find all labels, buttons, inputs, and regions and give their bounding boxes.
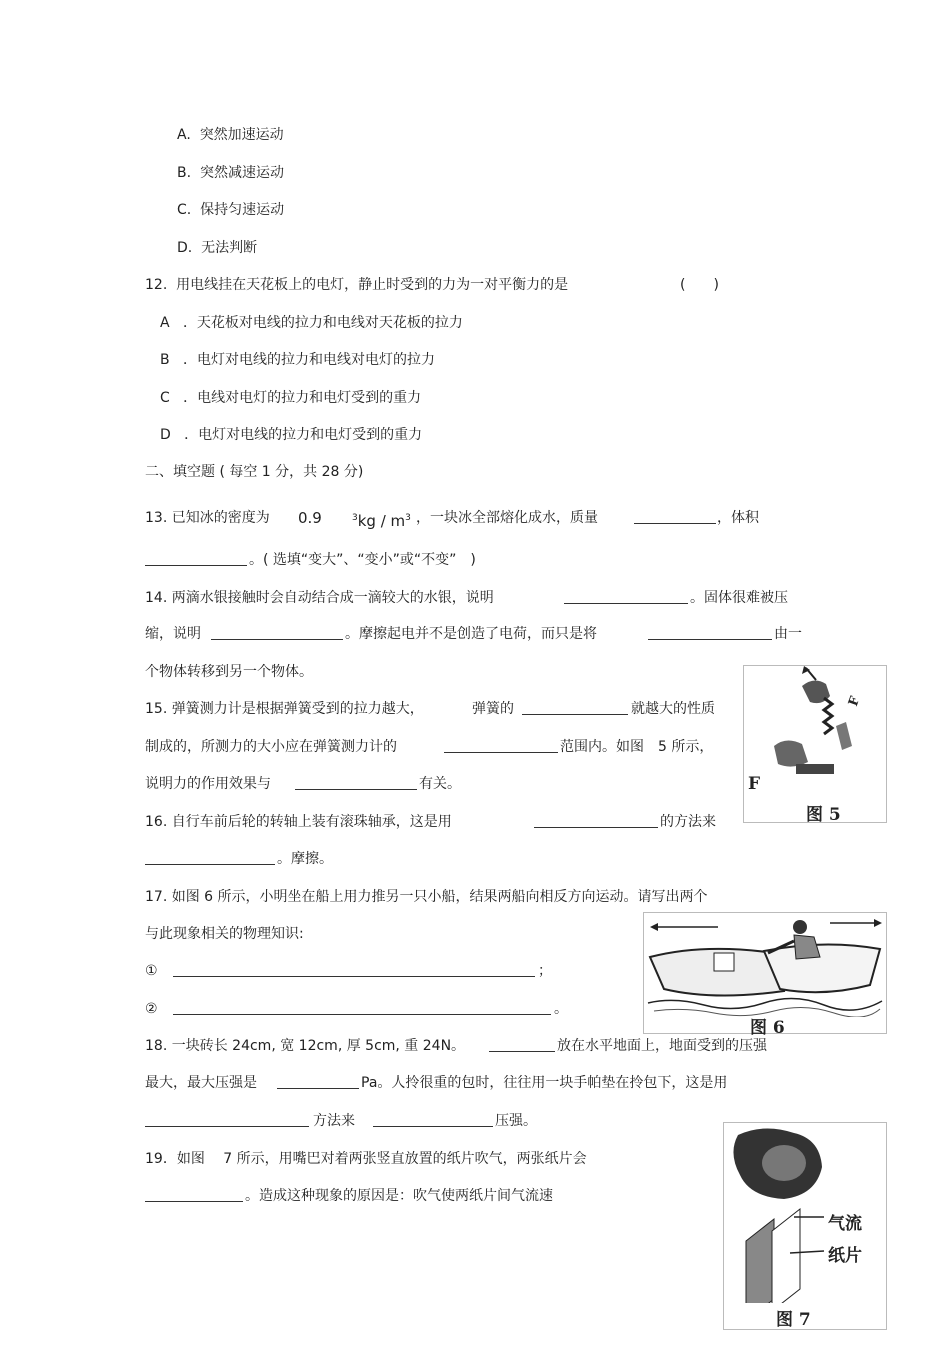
- figure-7-label-paper: 纸片: [828, 1246, 862, 1266]
- q13-density-unit: $^3kg / m^3$: [352, 512, 411, 530]
- q19-line1: 19．如图 7 所示，用嘴巴对着两张竖直放置的纸片吹气，两张纸片会: [145, 1151, 587, 1167]
- q19-line2: 。造成这种现象的原因是：吹气使两纸片间气流速: [245, 1188, 553, 1204]
- q11-option-a: A. 突然加速运动: [177, 127, 284, 143]
- q15-line1-mid: 弹簧的: [472, 701, 514, 717]
- q16-line2: 。摩擦。: [277, 851, 333, 867]
- figure-5-force-label-lower: F: [748, 774, 761, 794]
- q12-option-a: A ．天花板对电线的拉力和电线对天花板的拉力: [160, 315, 463, 331]
- q15-line1-end: 就越大的性质: [631, 701, 715, 717]
- q18-blank-4[interactable]: [373, 1112, 493, 1132]
- q16-blank-1[interactable]: [534, 813, 658, 833]
- q13-line2: 。( 选填“变大”、“变小”或“不变” ): [249, 552, 476, 568]
- q16-line1-start: 16. 自行车前后轮的转轴上装有滚珠轴承，这是用: [145, 814, 452, 830]
- q13-line1-mid: ，一块冰全部熔化成水，质量: [416, 510, 598, 526]
- figure-5-illustration: [744, 666, 886, 796]
- q17-item-2-end: 。: [554, 1001, 568, 1017]
- figure-5-caption: 图 5: [806, 805, 841, 825]
- q14-line2-mid: 。摩擦起电并不是创造了电荷，而只是将: [345, 626, 597, 642]
- q14-line2-end: 由一: [774, 626, 802, 642]
- q11-option-b: B. 突然减速运动: [177, 165, 284, 181]
- q18-line2-end: Pa。人拎很重的包时，往往用一块手帕垫在拎包下，这是用: [361, 1075, 728, 1091]
- q14-line1-start: 14. 两滴水银接触时会自动结合成一滴较大的水银，说明: [145, 590, 494, 606]
- section-heading: 二、填空题 ( 每空 1 分，共 28 分): [145, 464, 364, 480]
- q15-line2-end: 范围内。如图 5 所示，: [560, 739, 714, 755]
- q18-line1-start: 18. 一块砖长 24cm, 宽 12cm, 厚 5cm, 重 24N。: [145, 1038, 466, 1054]
- figure-7-label-airflow: 气流: [828, 1214, 862, 1234]
- q17-line2: 与此现象相关的物理知识:: [145, 926, 304, 942]
- figure-5: [743, 665, 887, 823]
- q13-blank-mass[interactable]: [634, 509, 716, 529]
- q13-line1-end: ，体积: [717, 510, 759, 526]
- q17-item-1-end: ；: [538, 963, 552, 979]
- q12-answer-paren: ( ): [680, 277, 719, 293]
- q13-line1-start: 13. 已知冰的密度为: [145, 510, 270, 526]
- q18-line2-start: 最大，最大压强是: [145, 1075, 257, 1091]
- figure-7: [723, 1122, 887, 1330]
- q13-density-value: 0.9: [298, 509, 322, 527]
- q14-blank-3[interactable]: [648, 625, 772, 645]
- q12-option-c: C ．电线对电灯的拉力和电灯受到的重力: [160, 390, 422, 406]
- q12-option-b: B ．电灯对电线的拉力和电线对电灯的拉力: [160, 352, 435, 368]
- q16-blank-2[interactable]: [145, 850, 275, 870]
- q18-blank-1[interactable]: [489, 1037, 555, 1057]
- q11-option-d: D. 无法判断: [177, 240, 258, 256]
- q12-stem: 12. 用电线挂在天花板上的电灯，静止时受到的力为一对平衡力的是: [145, 277, 569, 293]
- q17-item-2: ②: [145, 1001, 158, 1017]
- q15-blank-1[interactable]: [522, 700, 628, 720]
- q17-blank-2[interactable]: [173, 1000, 551, 1020]
- figure-6-caption: 图 6: [750, 1018, 785, 1038]
- q14-line3: 个物体转移到另一个物体。: [145, 664, 313, 680]
- q16-line1-end: 的方法来: [660, 814, 716, 830]
- figure-6: [643, 912, 887, 1038]
- q18-line3-mid: 方法来: [313, 1113, 355, 1129]
- q17-line1: 17. 如图 6 所示，小明坐在船上用力推另一只小船，结果两船向相反方向运动。请写出两个: [145, 889, 708, 905]
- q13-blank-volume[interactable]: [145, 551, 247, 571]
- q12-option-d: D ．电灯对电线的拉力和电灯受到的重力: [160, 427, 423, 443]
- q15-line1-start: 15. 弹簧测力计是根据弹簧受到的拉力越大，: [145, 701, 424, 717]
- q18-line1-end: 放在水平地面上，地面受到的压强: [557, 1038, 767, 1054]
- q15-blank-3[interactable]: [295, 775, 417, 795]
- q18-line3-end: 压强。: [495, 1113, 537, 1129]
- q14-blank-2[interactable]: [211, 625, 343, 645]
- q19-blank-1[interactable]: [145, 1187, 243, 1207]
- q14-line2-start: 缩，说明: [145, 626, 201, 642]
- q15-blank-2[interactable]: [444, 738, 558, 758]
- q14-blank-1[interactable]: [564, 589, 688, 609]
- q15-line3-end: 有关。: [419, 776, 461, 792]
- figure-6-illustration: [644, 913, 886, 1017]
- q18-blank-3[interactable]: [145, 1112, 309, 1132]
- figure-7-caption: 图 7: [776, 1310, 811, 1330]
- q18-blank-2[interactable]: [277, 1074, 359, 1094]
- q15-line2-start: 制成的，所测力的大小应在弹簧测力计的: [145, 739, 397, 755]
- q11-option-c: C. 保持匀速运动: [177, 202, 285, 218]
- q17-item-1: ①: [145, 963, 158, 979]
- figure-5-force-label-upper: F: [845, 694, 864, 709]
- q17-blank-1[interactable]: [173, 962, 535, 982]
- q14-line1-end: 。固体很难被压: [690, 590, 788, 606]
- q15-line3-start: 说明力的作用效果与: [145, 776, 271, 792]
